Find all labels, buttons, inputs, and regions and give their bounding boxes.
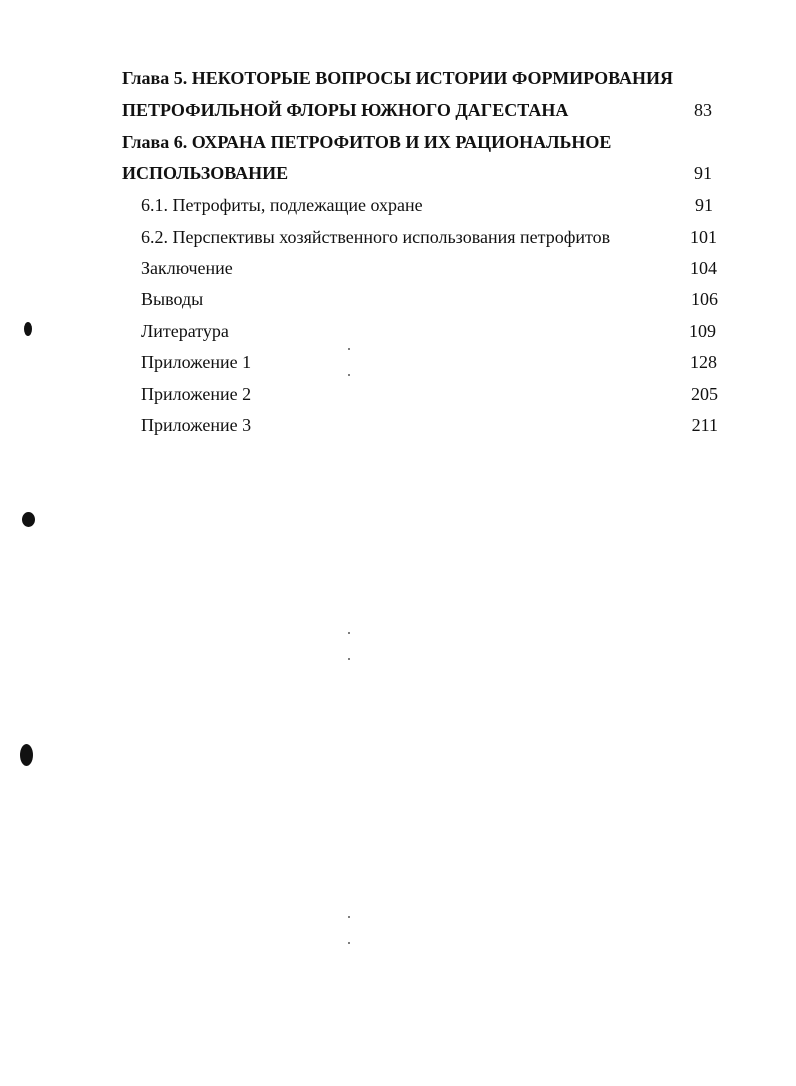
toc-entry bbox=[141, 194, 718, 216]
scan-speck bbox=[348, 632, 350, 634]
chapter-5-title-line-1 bbox=[122, 67, 718, 89]
scan-blot bbox=[20, 744, 33, 766]
toc-entry-page: 106 bbox=[691, 289, 718, 309]
toc-entry-label: Литература bbox=[141, 321, 229, 341]
toc-entry bbox=[141, 288, 718, 310]
toc-entry-label: Заключение bbox=[141, 258, 233, 278]
chapter-5-title-line-2 bbox=[122, 99, 718, 121]
scan-speck bbox=[348, 348, 350, 350]
toc-entry bbox=[141, 257, 718, 279]
scan-speck bbox=[348, 374, 350, 376]
toc-entry-page: 91 bbox=[695, 195, 713, 215]
chapter-6-title-line-1 bbox=[122, 131, 718, 153]
chapter-6-title-text-2: ИСПОЛЬЗОВАНИЕ bbox=[122, 163, 289, 183]
scan-blot bbox=[24, 322, 32, 336]
toc-entry-page: 109 bbox=[689, 321, 716, 341]
toc-entry bbox=[141, 351, 718, 373]
scan-blot bbox=[22, 512, 35, 527]
toc-entry-label: Приложение 3 bbox=[141, 415, 252, 435]
toc-entry-page: 104 bbox=[690, 258, 717, 278]
chapter-6-title-text-1: Глава 6. ОХРАНА ПЕТРОФИТОВ И ИХ РАЦИОНАЛЬНОЕ bbox=[122, 132, 612, 152]
toc-entry-page: 101 bbox=[690, 227, 717, 247]
toc-entry-label: 6.2. Перспективы хозяйственного использования петрофитов bbox=[141, 227, 611, 247]
scan-speck bbox=[348, 916, 350, 918]
toc-entry bbox=[141, 414, 718, 436]
toc-entry-page: 128 bbox=[690, 352, 717, 372]
toc-entry-label: Приложение 2 bbox=[141, 384, 252, 404]
scan-speck bbox=[348, 942, 350, 944]
toc-entry bbox=[141, 320, 718, 342]
chapter-6-title-line-2 bbox=[122, 162, 718, 184]
chapter-5-title-text-1: Глава 5. НЕКОТОРЫЕ ВОПРОСЫ ИСТОРИИ ФОРМИРОВАНИЯ bbox=[122, 68, 673, 88]
scan-speck bbox=[348, 658, 350, 660]
chapter-5-title-text-2: ПЕТРОФИЛЬНОЙ ФЛОРЫ ЮЖНОГО ДАГЕСТАНА bbox=[122, 100, 569, 120]
toc-entry-page: 211 bbox=[691, 415, 718, 435]
toc-entry-label: Приложение 1 bbox=[141, 352, 252, 372]
chapter-6-page-number: 91 bbox=[694, 163, 712, 183]
toc-entry-label: Выводы bbox=[141, 289, 204, 309]
toc-entry bbox=[141, 226, 718, 248]
toc-entry bbox=[141, 383, 718, 405]
chapter-5-page-number: 83 bbox=[694, 100, 712, 120]
toc-entry-page: 205 bbox=[691, 384, 718, 404]
toc-entry-label: 6.1. Петрофиты, подлежащие охране bbox=[141, 195, 423, 215]
